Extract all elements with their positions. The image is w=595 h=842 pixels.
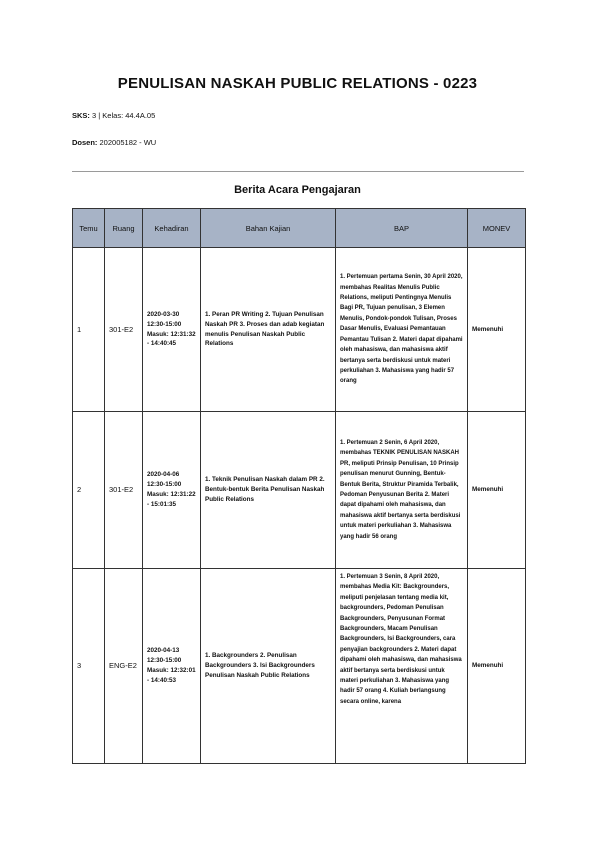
cell-ruang: ENG-E2	[105, 569, 143, 764]
cell-ruang: 301-E2	[105, 248, 143, 412]
table-row	[73, 412, 526, 569]
cell-monev: Memenuhi	[468, 412, 526, 569]
cell-kehadiran: 2020-04-06 12:30-15:00 Masuk: 12:31:22 - 15:01:35	[143, 412, 201, 569]
cell-bap: 1. Pertemuan pertama Senin, 30 April 2020, membahas Realitas Menulis Public Relations, meliputi Pentingnya Menulis Bagi PR, Tujuan penulisan, 3 Elemen Menulis, Pondok-pondok Tulisan, Proses Dasar Menulis, Evaluasi Pemantauan Pemantau Tulisan 2. Materi dapat dipahami oleh mahasiswa, dan mahasiswa aktif bertanya serta berdiskusi untuk materi perkuliahan 3. Mahasiswa yang hadir 57 orang	[336, 248, 468, 412]
dosen-label: Dosen:	[72, 138, 98, 147]
sks-value: 3 | Kelas: 44.4A.05	[92, 111, 156, 120]
col-header-temu: Temu	[73, 209, 105, 248]
col-header-kehadiran: Kehadiran	[143, 209, 201, 248]
divider	[72, 171, 524, 172]
cell-monev: Memenuhi	[468, 248, 526, 412]
cell-bahan-kajian: 1. Peran PR Writing 2. Tujuan Penulisan Naskah PR 3. Proses dan adab kegiatan menulis Penulisan Naskah Public Relations	[201, 248, 336, 412]
section-title: Berita Acara Pengajaran	[234, 184, 361, 196]
col-header-bahan-kajian: Bahan Kajian	[201, 209, 336, 248]
sks-label: SKS:	[72, 111, 90, 120]
dosen-info	[72, 138, 156, 147]
cell-temu: 1	[73, 248, 105, 412]
dosen-value: 202005182 - WU	[99, 138, 157, 147]
col-header-bap: BAP	[336, 209, 468, 248]
page-title: PENULISAN NASKAH PUBLIC RELATIONS - 0223	[117, 75, 478, 92]
col-header-monev: MONEV	[468, 209, 526, 248]
cell-ruang: 301-E2	[105, 412, 143, 569]
cell-monev: Memenuhi	[468, 569, 526, 764]
sks-class-info	[72, 111, 155, 120]
teaching-report-table	[72, 208, 526, 764]
cell-kehadiran: 2020-03-30 12:30-15:00 Masuk: 12:31:32 - 14:40:45	[143, 248, 201, 412]
cell-bap: 1. Pertemuan 3 Senin, 8 April 2020, membahas Media Kit: Backgrounders, meliputi penjelasan tentang media kit, backgrounders, Pedoman Penulisan Backgrounders, Penyusunan Format Backgrounders, Macam Penulisan Backgrounders, Isi Backgrounders, cara penyajian backgrounders 2. Materi dapat dipahami oleh mahasiswa, dan mahasiswa aktif bertanya serta berdiskusi untuk materi perkuliahan 3. Mahasiswa yang hadir 57 orang 4. Kuliah berlangsung secara online, karena	[336, 569, 468, 764]
table-header-row	[73, 209, 526, 248]
cell-temu: 2	[73, 412, 105, 569]
cell-bahan-kajian: 1. Teknik Penulisan Naskah dalam PR 2. Bentuk-bentuk Berita Penulisan Naskah Public Relations	[201, 412, 336, 569]
col-header-ruang: Ruang	[105, 209, 143, 248]
cell-kehadiran: 2020-04-13 12:30-15:00 Masuk: 12:32:01 - 14:40:53	[143, 569, 201, 764]
table-row	[73, 569, 526, 764]
cell-temu: 3	[73, 569, 105, 764]
cell-bahan-kajian: 1. Backgrounders 2. Penulisan Backgrounders 3. Isi Backgrounders Penulisan Naskah Public Relations	[201, 569, 336, 764]
table-row	[73, 248, 526, 412]
cell-bap: 1. Pertemuan 2 Senin, 6 April 2020, membahas TEKNIK PENULISAN NASKAH PR, meliputi Prinsip Penulisan, 10 Prinsip penulisan menurut Gunning, Bentuk-Bentuk Berita, Struktur Piramida Terbalik, Pedoman Penyusunan Berita 2. Materi dapat dipahami oleh mahasiswa, dan mahasiswa aktif bertanya serta berdiskusi untuk materi perkuliahan 3. Mahasiswa yang hadir 56 orang	[336, 412, 468, 569]
